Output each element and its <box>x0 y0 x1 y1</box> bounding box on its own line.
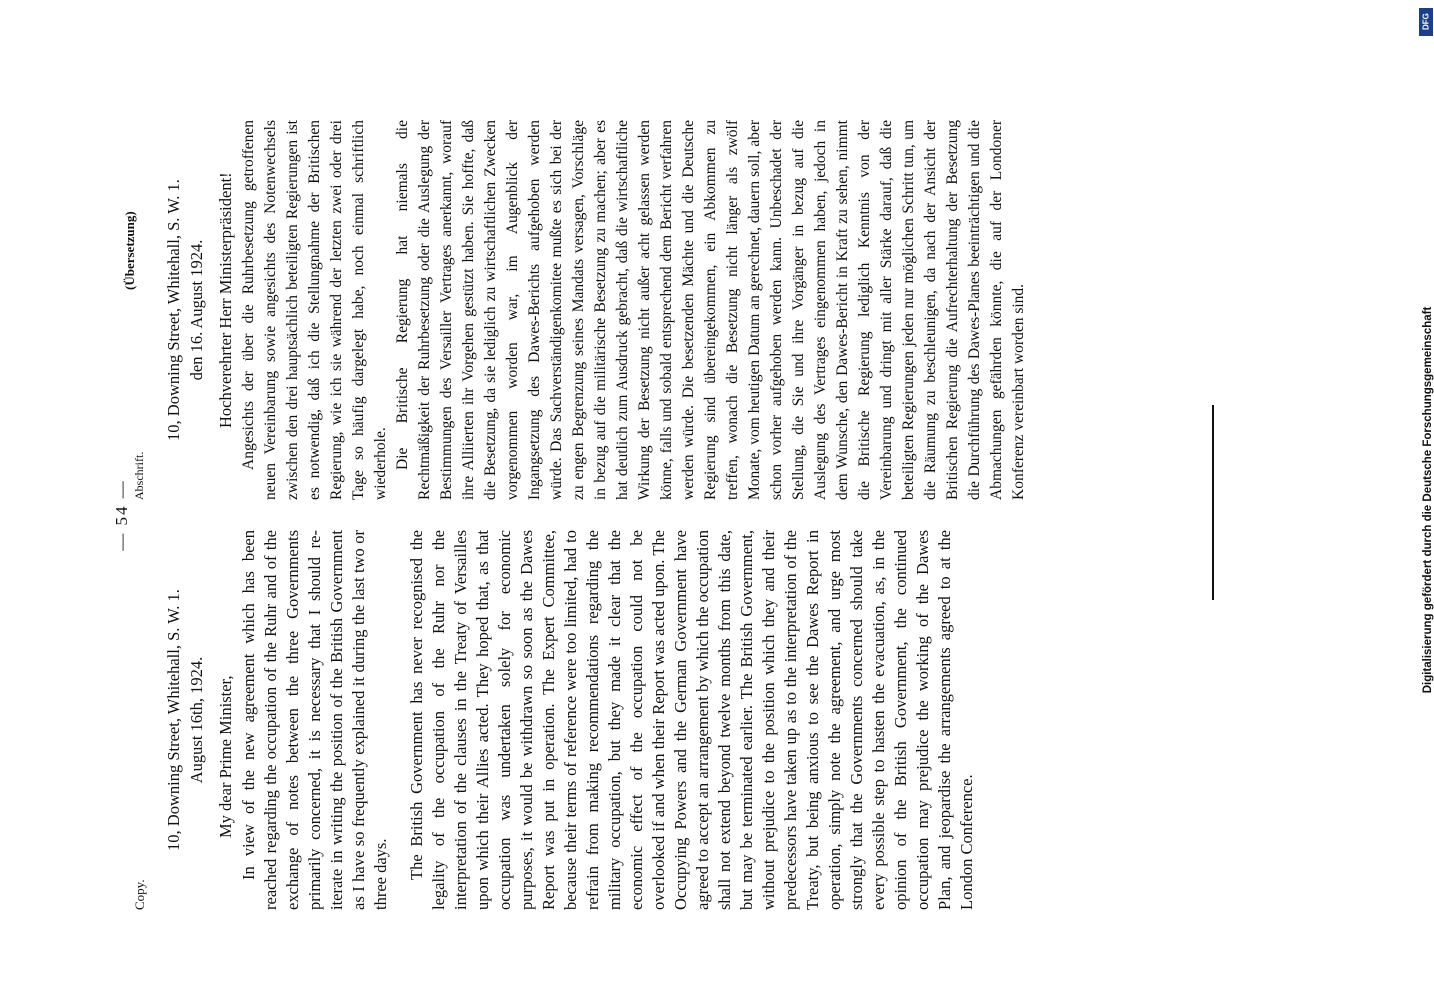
rotated-page <box>112 30 1190 910</box>
digitization-credit: Digitalisierung gefördert durch die Deutsche Forschungsgemeinschaft <box>1422 306 1434 694</box>
english-paragraph-2: The British Government has never recognised the legality of the occupation of the Ruhr nor the interpretation of the clauses in the Treaty of Versailles upon which their Allies acted. They hoped that, as that occupation was undertaken solely for economic purposes, it would be withdrawn so soon as the Dawes Report was put in operation. The Expert Committee, because their terms of reference were too limited, had to refrain from making recommendations regarding the military occupation, but they made it clear that the economic effect of the occupation could not be overlooked if and when their Report was acted upon. The Occupying Powers and the German Government have agreed to accept an arrangement by which the occupation shall not extend beyond twelve months from this date, but may be terminated earlier. The British Government, without prejudice to the position which they and their predecessors have taken up as to the interpretation of the Treaty, but being anxious to see the Dawes Report in operation, simply note the agreement, and urge most strongly that the Governments concerned should take every possible step to hasten the evacuation, as, in the opinion of the British Government, the continued occupation may prejudice the working of the Dawes Plan, and jeopardise the arrangements agreed to at the London Conference. <box>407 530 976 910</box>
english-address-line1: 10, Downing Street, Whitehall, S. W. 1. <box>164 589 183 851</box>
section-divider <box>1212 405 1214 600</box>
english-address <box>162 530 208 910</box>
english-letter <box>162 530 978 910</box>
dfg-logo: DFG <box>1419 8 1433 36</box>
page-number: — 54 — <box>112 479 131 551</box>
english-date: August 16th, 1924. <box>187 656 206 784</box>
german-paragraph-1: Angesichts der über die Ruhrbesetzung getroffenen neuen Vereinbarung sowie angesichts des Notenwechsels zwischen den drei hauptsächlich beteiligten Regierungen ist es notwendig, daß ich die Stellungnahme der Britischen Regierung, wie ich sie während der letzten zwei oder drei Tage so häufig dargelegt habe, noch einmal schriftlich wiederhole. <box>240 120 389 500</box>
german-salutation: Hochverehrter Herr Ministerpräsident! <box>216 172 235 428</box>
abschrift-label: Abschrift. <box>132 451 146 500</box>
translation-label: (Übersetzung) <box>122 211 137 290</box>
german-address <box>162 120 208 500</box>
english-salutation: My dear Prime Minister, <box>216 675 235 838</box>
german-date: den 16. August 1924. <box>187 239 206 381</box>
german-letter <box>162 120 1030 500</box>
english-paragraph-1: In view of the new agreement which has been reached regarding the occupation of the Ruhr and of the exchange of notes between the three Governments primarily concerned, it is necessary that I should re-iterate in writing the position of the British Government as I have so frequently explained it during the last two or three days. <box>239 530 390 910</box>
document-page <box>112 30 1190 910</box>
copy-label: Copy. <box>132 879 147 910</box>
german-paragraph-2: Die Britische Regierung hat niemals die Rechtmäßigkeit der Ruhrbesetzung oder die Auslegung der Bestimmungen des Versailler Vertrages anerkannt, worauf ihre Alliierten ihr Vorgehen gestützt haben. Sie hoffte, daß die Besetzung, da sie lediglich zu wirtschaftlichen Zwecken vorgenommen worden war, im Augenblick der Ingangsetzung des Dawes-Berichts aufgehoben werden würde. Das Sachverständigenkomitee mußte es sich bei der zu engen Begrenzung seines Mandats versagen, Vorschläge in bezug auf die militärische Besetzung zu machen; aber es hat deutlich zum Ausdruck gebracht, daß die wirtschaftliche Wirkung der Besetzung nicht außer acht gelassen werden könne, falls und sobald entsprechend dem Bericht verfahren werden würde. Die besetzenden Mächte und die Deutsche Regierung sind übereingekommen, ein Abkommen zu treffen, wonach die Besetzung nicht länger als zwölf Monate, vom heutigen Datum an gerechnet, dauern soll, aber schon vorher aufgehoben werden kann. Unbeschadet der Stellung, die Sie und ihre Vorgänger in bezug auf die Auslegung des Vertrages eingenommen haben, jedoch in dem Wunsche, den Dawes-Bericht in Kraft zu sehen, nimmt die Britische Regierung lediglich Kenntnis von der Vereinbarung und dringt mit aller Stärke darauf, daß die beteiligten Regierungen jeden nur möglichen Schritt tun, um die Räumung zu beschleunigen, da nach der Ansicht der Britischen Regierung die Aufrechterhaltung der Besetzung die Durchführung des Dawes-Planes beeinträchtigen und die Abmachungen gefährden könnte, die auf der Londoner Konferenz vereinbart worden sind. <box>394 120 1027 500</box>
german-address-line1: 10, Downing Street, Whitehall, S. W. 1. <box>164 179 183 441</box>
